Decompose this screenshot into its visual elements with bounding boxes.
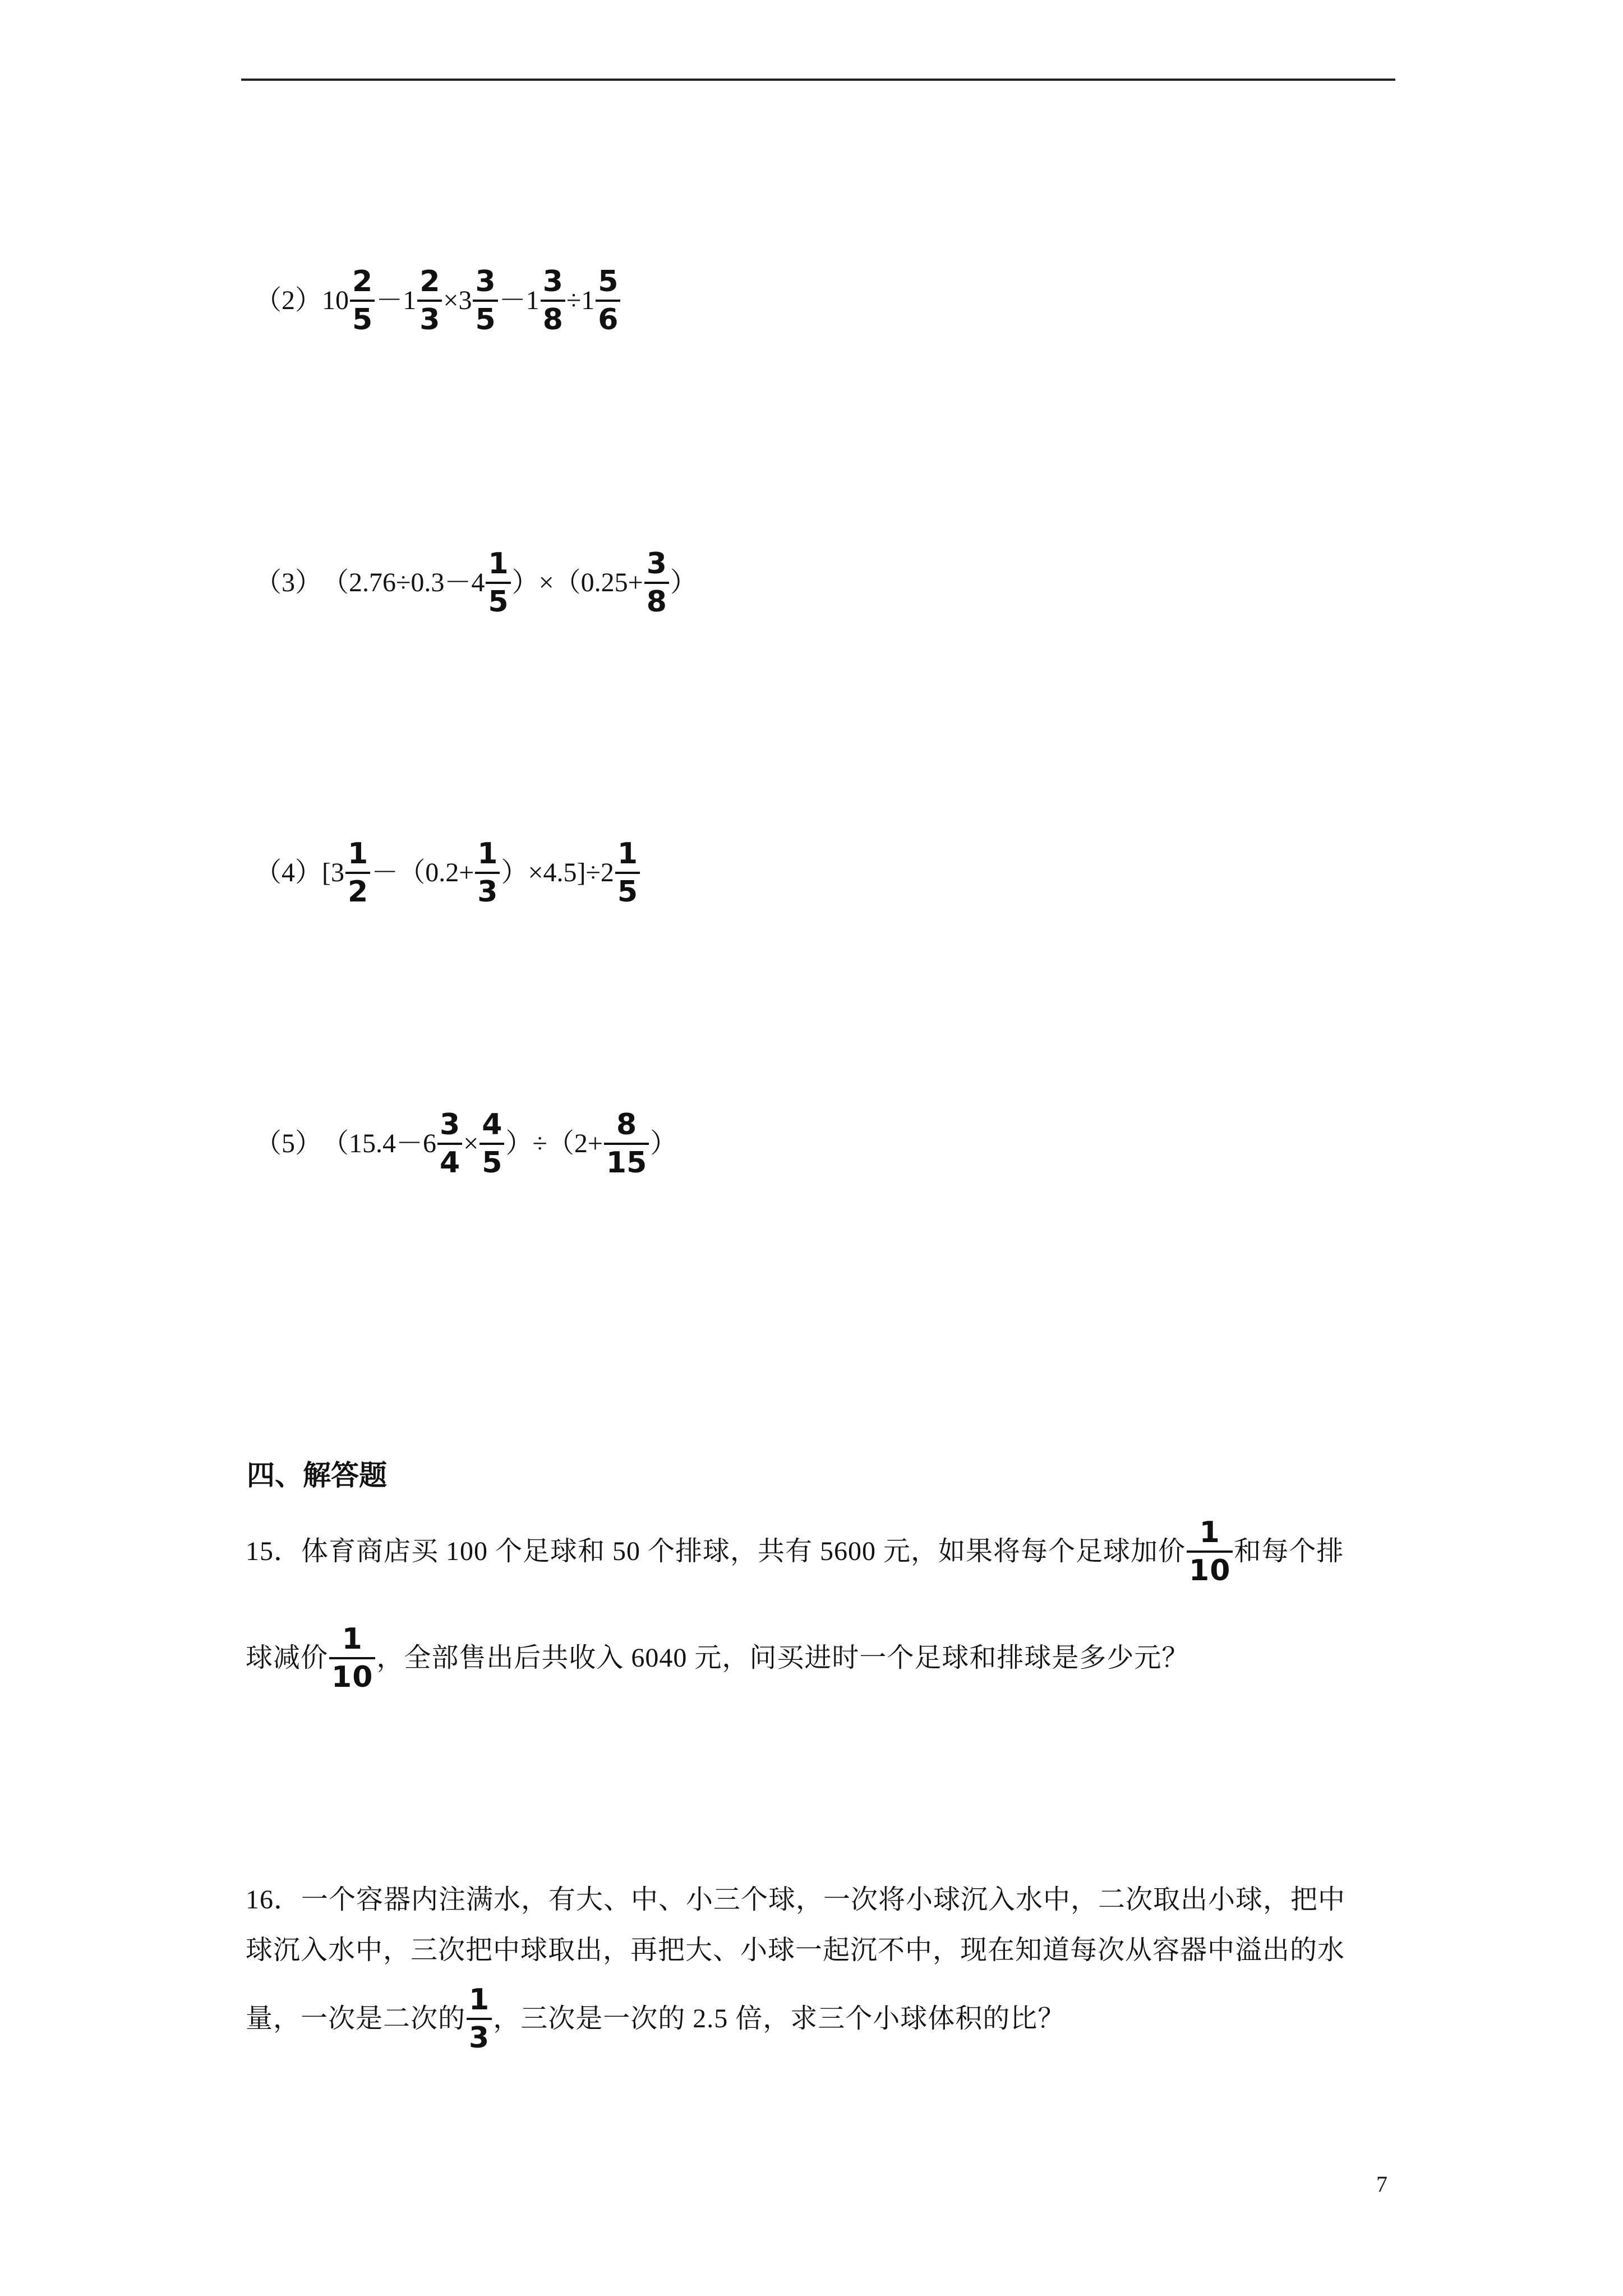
problem-2 (255, 265, 621, 337)
problem-2-label: （2） (255, 286, 322, 315)
problem-text: 球减价 (246, 1643, 329, 1673)
expression-text: （2.76÷0.3－4 (322, 568, 485, 597)
fraction: $\frac{2}{3}$ (417, 265, 442, 337)
expression-text: [3 (322, 858, 344, 887)
fraction: $\frac{1}{5}$ (486, 547, 510, 619)
expression-text: （15.4－6 (322, 1129, 437, 1158)
problem-text: 和每个排 (1234, 1536, 1344, 1566)
fraction: $\frac{3}{5}$ (473, 265, 497, 337)
problem-16-line-1 (246, 1882, 1345, 1918)
problem-15-line-2 (246, 1622, 1189, 1694)
expression-text: ）÷（2+ (505, 1129, 603, 1158)
section-title: 四、解答题 (247, 1459, 387, 1492)
problem-text: ，全部售出后共收入 6040 元，问买进时一个足球和排球是多少元？ (376, 1643, 1189, 1673)
expression-text: ） (670, 568, 697, 597)
problem-4 (255, 837, 641, 909)
fraction: $\frac{3}{8}$ (541, 265, 565, 337)
problem-text: 15．体育商店买 100 个足球和 50 个排球，共有 5600 元，如果将每个足球加价 (246, 1536, 1186, 1566)
expression-text: × (463, 1129, 479, 1158)
fraction: $\frac{3}{8}$ (644, 547, 669, 619)
whole-number: 10 (322, 286, 349, 315)
fraction: $\frac{4}{5}$ (479, 1108, 504, 1180)
problem-text: 16．一个容器内注满水，有大、中、小三个球，一次将小球沉入水中，二次取出小球，把中 (246, 1885, 1346, 1915)
header-rule (241, 79, 1395, 81)
fraction: $\frac{8}{15}$ (604, 1108, 649, 1180)
operator: －1 (376, 286, 417, 315)
operator: －1 (499, 286, 540, 315)
problem-4-label: （4） (255, 858, 322, 887)
fraction: $\frac{1}{2}$ (345, 837, 370, 909)
fraction: $\frac{1}{5}$ (615, 837, 640, 909)
problem-text: 量，一次是二次的 (246, 2004, 466, 2033)
problem-3 (255, 547, 697, 619)
problem-5-label: （5） (255, 1129, 322, 1158)
fraction: $\frac{3}{4}$ (437, 1108, 462, 1180)
fraction: $\frac{1}{10}$ (329, 1622, 375, 1694)
operator: ×3 (443, 286, 472, 315)
problem-text: 球沉入水中，三次把中球取出，再把大、小球一起沉不中，现在知道每次从容器中溢出的水 (246, 1935, 1345, 1965)
page-number: 7 (1376, 2171, 1387, 2197)
expression-text: ） (650, 1129, 677, 1158)
fraction: $\frac{1}{3}$ (475, 837, 500, 909)
problem-16-line-3 (246, 1983, 1065, 2055)
problem-5 (255, 1108, 677, 1180)
fraction: $\frac{5}{6}$ (596, 265, 620, 337)
problem-15-line-1 (246, 1516, 1344, 1588)
problem-text: ，三次是一次的 2.5 倍，求三个小球体积的比？ (493, 2004, 1066, 2033)
fraction: $\frac{1}{3}$ (467, 1983, 492, 2055)
operator: ÷1 (566, 286, 595, 315)
expression-text: ）×4.5]÷2 (501, 858, 614, 887)
problem-16-line-2 (246, 1932, 1345, 1968)
expression-text: ）×（0.25+ (511, 568, 643, 597)
expression-text: －（0.2+ (371, 858, 474, 887)
problem-3-label: （3） (255, 568, 322, 597)
fraction: $\frac{1}{10}$ (1187, 1516, 1233, 1588)
fraction: $\frac{2}{5}$ (350, 265, 375, 337)
